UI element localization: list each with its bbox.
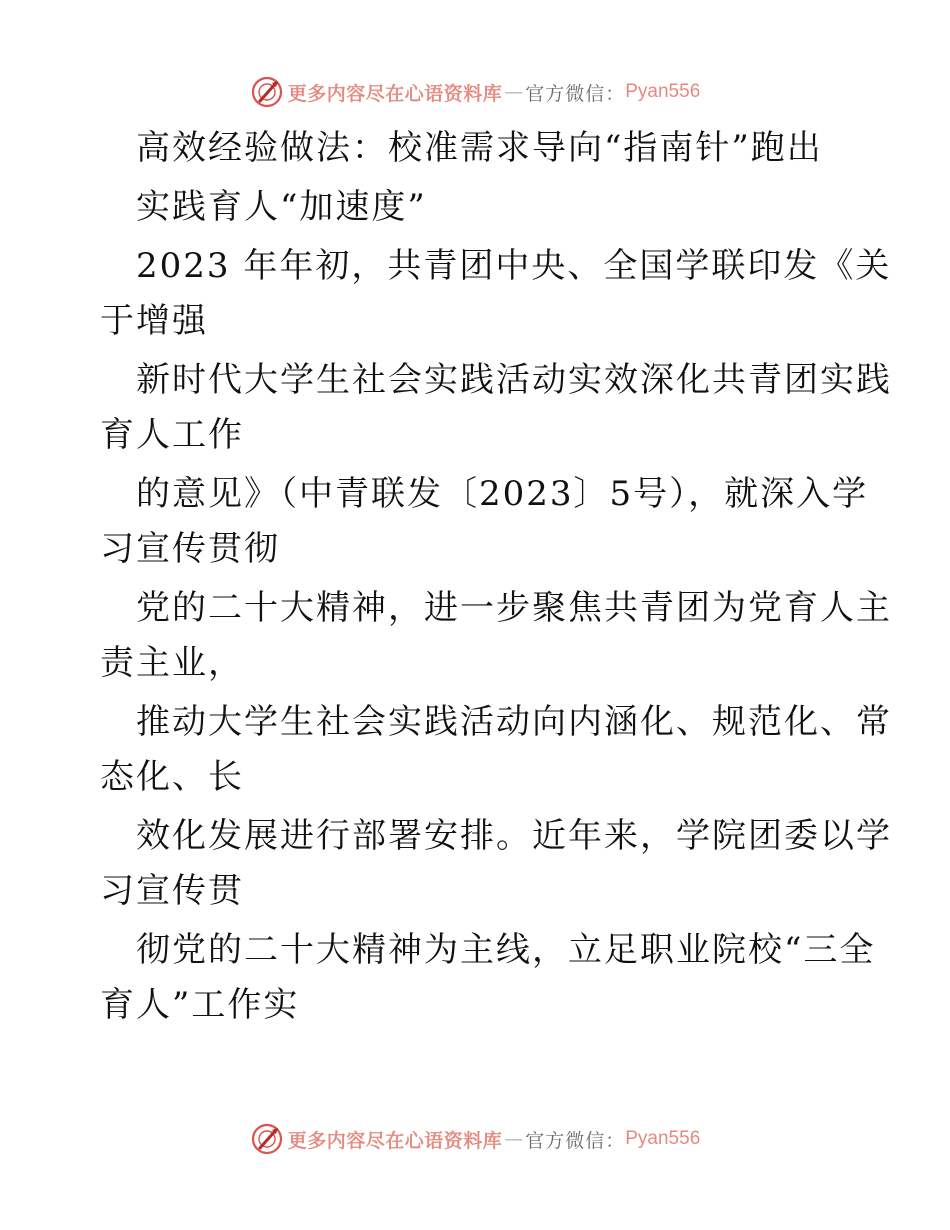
doc-text-line: 育人”工作实 bbox=[100, 985, 300, 1025]
watermark-brand: 更多内容尽在心语资料库 bbox=[287, 82, 503, 105]
doc-text-line: 习宣传贯 bbox=[100, 871, 244, 911]
footer-watermark bbox=[0, 1119, 950, 1159]
watermark-account-id: Pyan556 bbox=[625, 81, 701, 102]
doc-text-line: 新时代大学生社会实践活动实效深化共青团实践 bbox=[136, 360, 892, 400]
doc-text-line: 于增强 bbox=[100, 301, 208, 341]
doc-text-line: 党的二十大精神，进一步聚焦共青团为党育人主 bbox=[136, 588, 892, 628]
doc-text-line: 态化、长 bbox=[100, 757, 244, 797]
quill-seal-icon bbox=[250, 1122, 284, 1156]
doc-text-line: 推动大学生社会实践活动向内涵化、规范化、常 bbox=[136, 702, 892, 742]
doc-text-line: 的意见》（中青联发〔2023〕5号），就深入学 bbox=[136, 474, 869, 514]
quill-seal-icon bbox=[250, 75, 284, 109]
doc-text-line: 效化发展进行部署安排。近年来，学院团委以学 bbox=[136, 816, 892, 856]
doc-text-line: 习宣传贯彻 bbox=[100, 529, 280, 569]
watermark-brand: 更多内容尽在心语资料库 bbox=[287, 1129, 503, 1152]
watermark-account-id: Pyan556 bbox=[625, 1128, 701, 1149]
watermark-account-label: 官方微信： bbox=[525, 1129, 626, 1152]
doc-text-line: 彻党的二十大精神为主线，立足职业院校“三全 bbox=[136, 930, 876, 970]
watermark-dash: — bbox=[504, 1128, 524, 1150]
doc-heading-line-2: 实践育人“加速度” bbox=[136, 187, 427, 227]
watermark-account-label: 官方微信： bbox=[525, 82, 626, 105]
doc-text-line: 育人工作 bbox=[100, 415, 244, 455]
doc-heading-line-1: 高效经验做法：校准需求导向“指南针”跑出 bbox=[136, 128, 823, 168]
watermark-dash: — bbox=[504, 81, 524, 103]
doc-text-line: 责主业， bbox=[100, 643, 244, 683]
doc-text-line: 2023 年年初，共青团中央、全国学联印发《关 bbox=[136, 246, 892, 286]
header-watermark bbox=[0, 72, 950, 112]
